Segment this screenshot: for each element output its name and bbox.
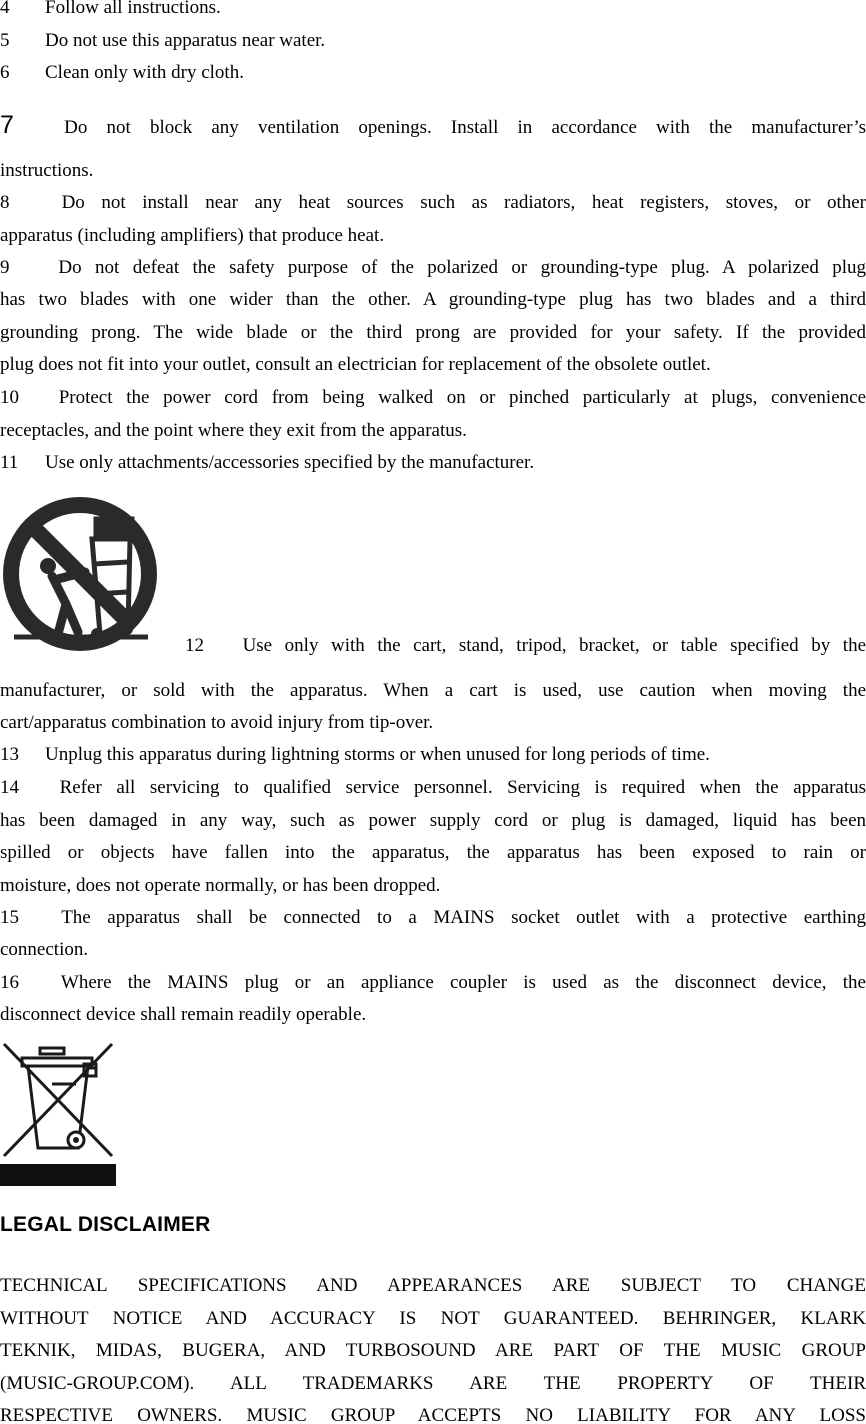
instruction-13: 13 Unplug this apparatus during lightning storms or when unused for long periods of time. [0,744,710,765]
instruction-8-line2: apparatus (including amplifiers) that produce heat. [0,225,385,246]
instruction-14-line4: moisture, does not operate normally, or has been dropped. [0,875,441,896]
instruction-6: 6 Clean only with dry cloth. [0,62,244,83]
instruction-9-line1: 9 Do not defeat the safety purpose of the polarized or grounding-type plug. A polarized plug [0,257,866,278]
instruction-9-line4: plug does not fit into your outlet, consult an electrician for replacement of the obsolete outlet. [0,354,711,375]
instruction-15-line2: connection. [0,939,89,960]
instruction-16-line2: disconnect device shall remain readily operable. [0,1004,367,1025]
instruction-11: 11 Use only attachments/accessories specified by the manufacturer. [0,452,535,473]
instruction-10-line2: receptacles, and the point where they exit from the apparatus. [0,420,467,441]
instruction-15-line1: 15 The apparatus shall be connected to a MAINS socket outlet with a protective earthing [0,907,866,928]
instruction-14-line1: 14 Refer all servicing to qualified service personnel. Servicing is required when the apparatus [0,777,866,798]
disclaimer-line4: (MUSIC-GROUP.COM). ALL TRADEMARKS ARE THE PROPERTY OF THEIR [0,1373,866,1394]
instruction-12-line2: manufacturer, or sold with the apparatus. When a cart is used, use caution when moving the [0,680,866,701]
disclaimer-line2: WITHOUT NOTICE AND ACCURACY IS NOT GUARANTEED. BEHRINGER, KLARK [0,1308,866,1329]
instruction-9-line2: has two blades with one wider than the other. A grounding-type plug has two blades and a third [0,289,866,310]
instruction-5: 5 Do not use this apparatus near water. [0,30,326,51]
crossed-out-wheelie-bin-icon [0,1040,116,1188]
disclaimer-line3: TEKNIK, MIDAS, BUGERA, AND TURBOSOUND ARE PART OF THE MUSIC GROUP [0,1340,866,1361]
instruction-10-line1: 10 Protect the power cord from being walked on or pinched particularly at plugs, convenience [0,387,866,408]
instruction-8-line1: 8 Do not install near any heat sources such as radiators, heat registers, stoves, or other [0,192,866,213]
instruction-12-line3: cart/apparatus combination to avoid injury from tip-over. [0,712,434,733]
instruction-7-line2: instructions. [0,160,94,181]
instruction-4: 4 Follow all instructions. [0,0,221,18]
instruction-7-line1: 7 Do not block any ventilation openings. Install in accordance with the manufacturer’s [0,111,866,139]
instruction-9-line3: grounding prong. The wide blade or the third prong are provided for your safety. If the provided [0,322,866,343]
instruction-14-line2: has been damaged in any way, such as power supply cord or plug is damaged, liquid has been [0,810,866,831]
instruction-16-line1: 16 Where the MAINS plug or an appliance coupler is used as the disconnect device, the [0,972,866,993]
cart-tip-over-warning-icon [0,494,160,654]
disclaimer-line5: RESPECTIVE OWNERS. MUSIC GROUP ACCEPTS NO LIABILITY FOR ANY LOSS [0,1405,866,1424]
legal-disclaimer-heading: LEGAL DISCLAIMER [0,1213,211,1236]
instruction-14-line3: spilled or objects have fallen into the apparatus, the apparatus has been exposed to rain or [0,842,866,863]
disclaimer-line1: TECHNICAL SPECIFICATIONS AND APPEARANCES ARE SUBJECT TO CHANGE [0,1275,866,1296]
instruction-12-line1: 12 Use only with the cart, stand, tripod, bracket, or table specified by the [185,635,866,656]
